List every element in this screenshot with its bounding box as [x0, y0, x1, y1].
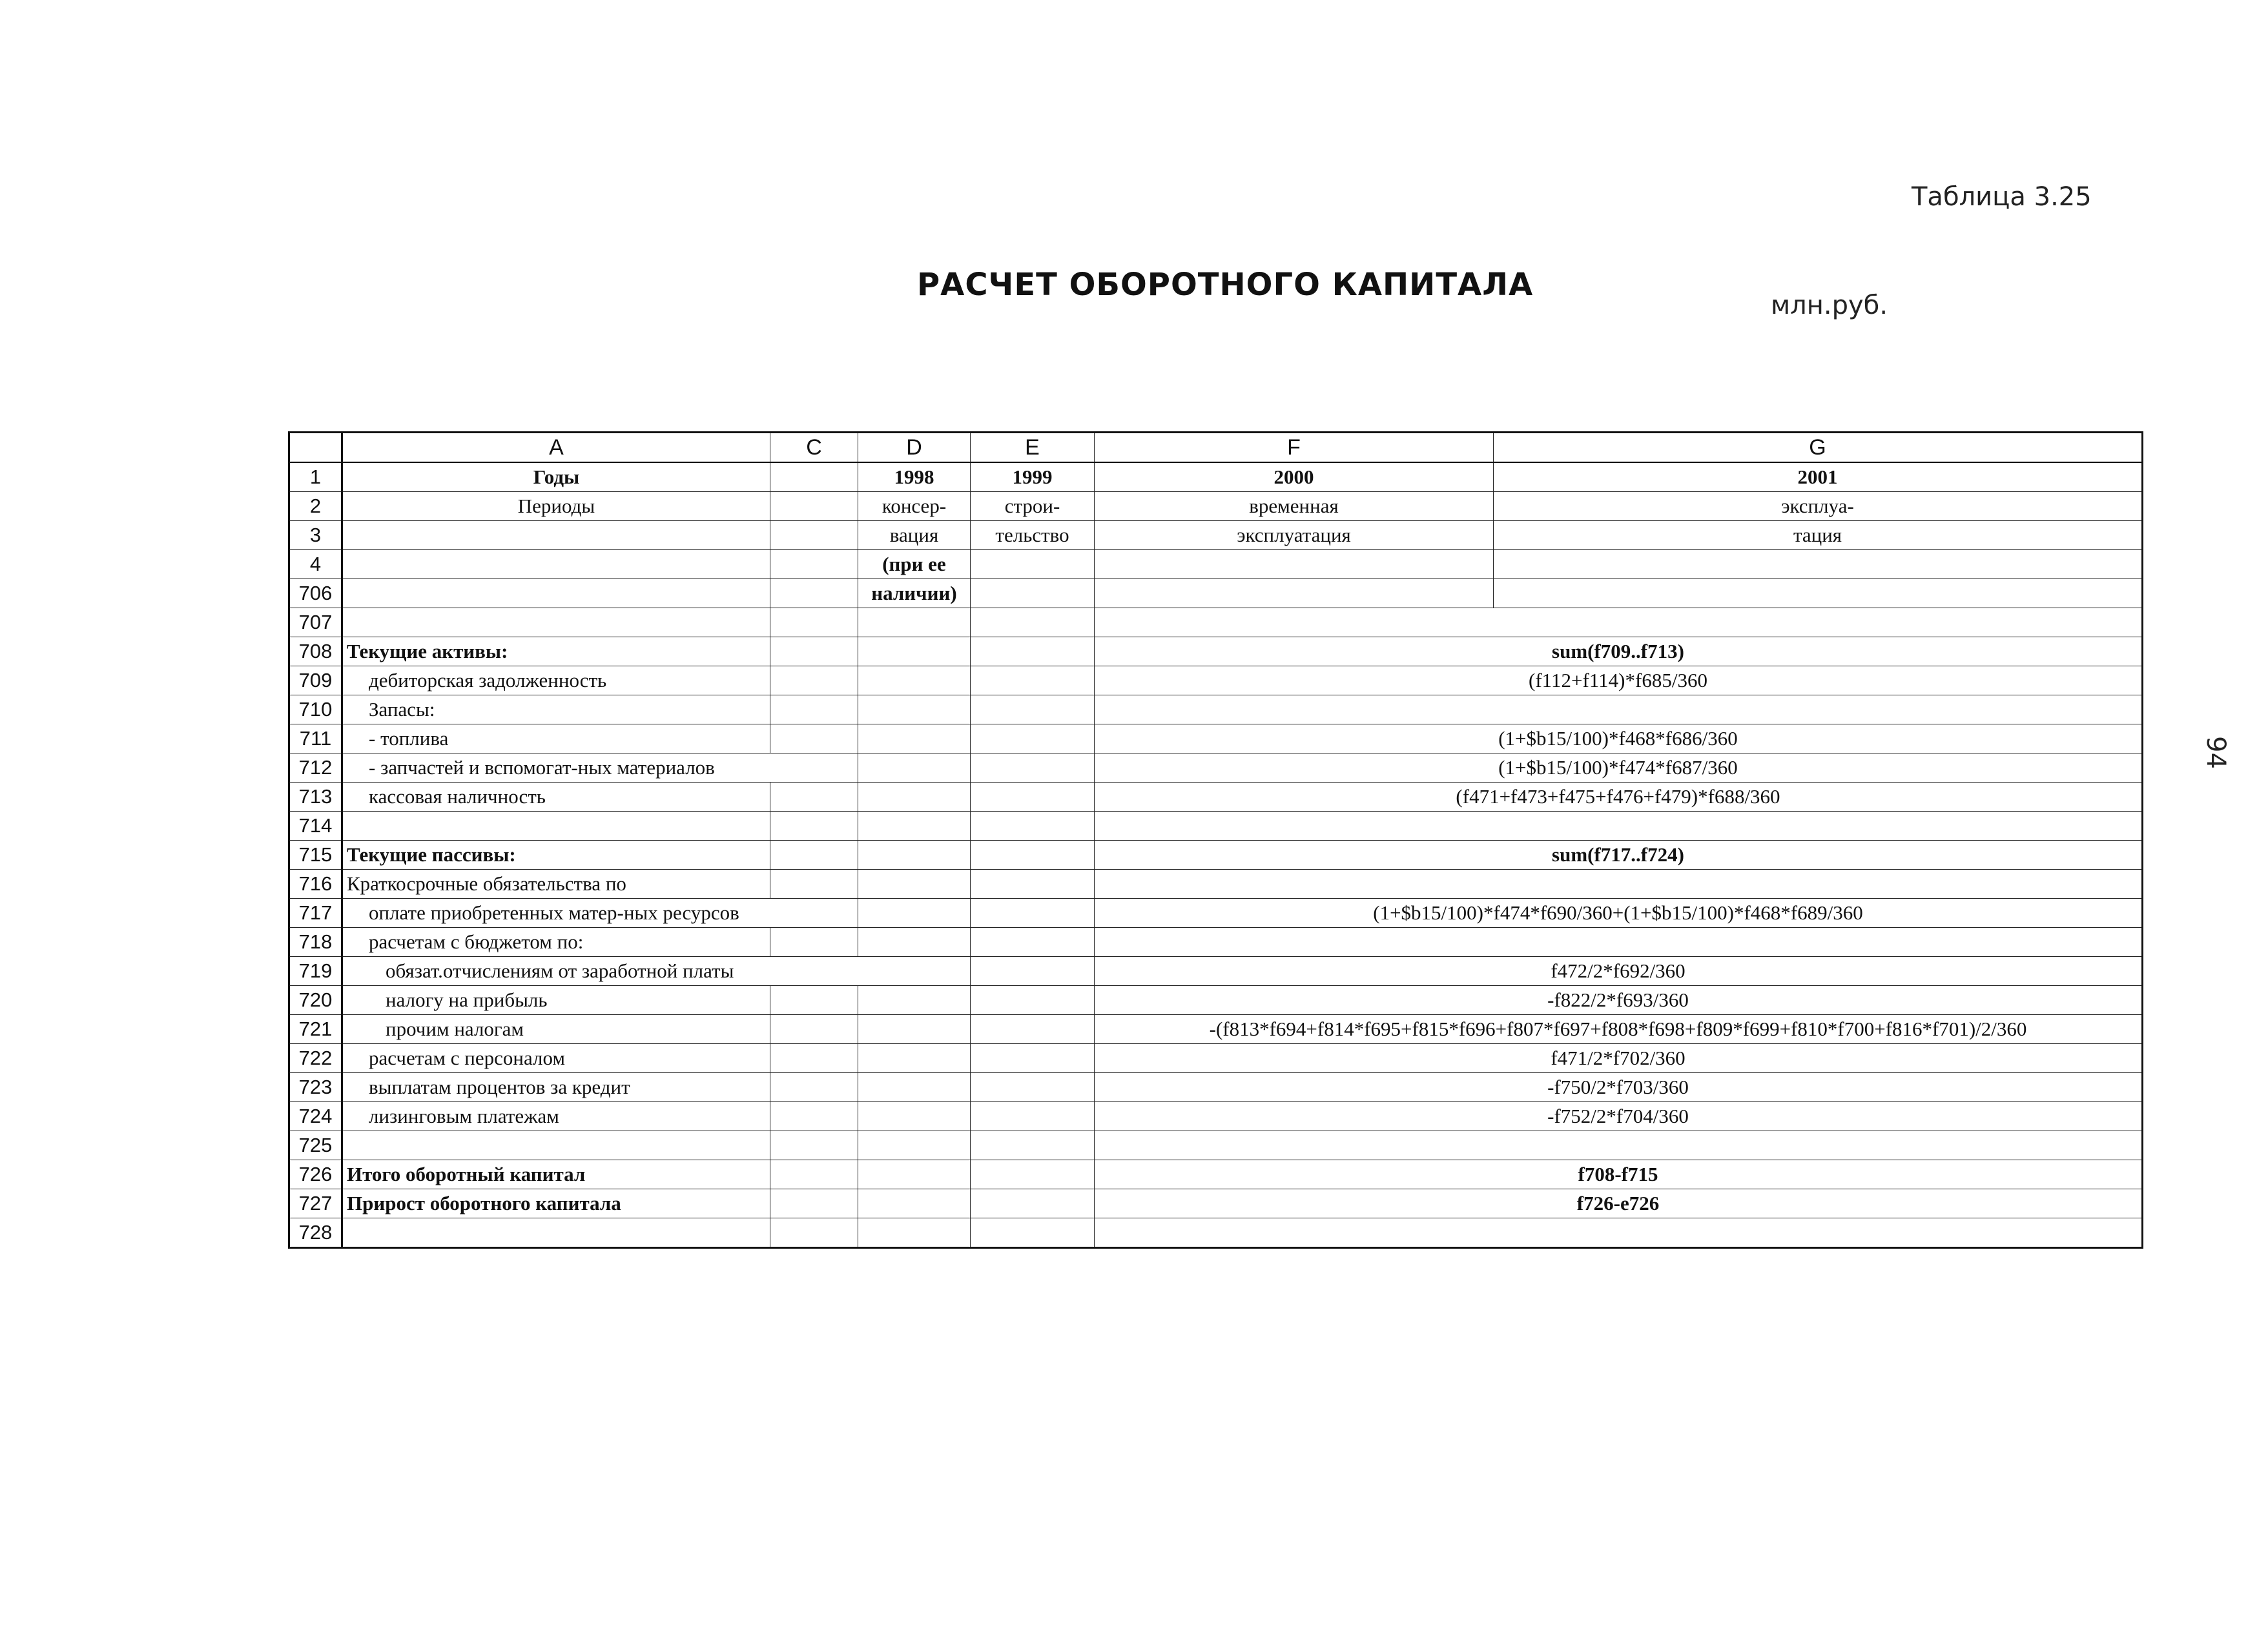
- table-row: [289, 812, 2143, 841]
- cell-e: [971, 1102, 1095, 1131]
- cell-d: [858, 1131, 971, 1160]
- cell-a: Прирост оборотного капитала: [342, 1189, 770, 1218]
- table-row: [289, 1160, 2143, 1189]
- cell-e: [971, 724, 1095, 753]
- formula-cell: (f471+f473+f475+f476+f479)*f688/360: [1095, 783, 2143, 812]
- cell-d: 1998: [858, 462, 971, 492]
- cell-c: [770, 550, 858, 579]
- cell-e: [971, 986, 1095, 1015]
- column-header-e: E: [971, 433, 1095, 463]
- cell-e: [971, 957, 1095, 986]
- cell-c: [770, 579, 858, 608]
- cell-a: кассовая наличность: [342, 783, 770, 812]
- cell-c: [770, 986, 858, 1015]
- row-number: 728: [289, 1218, 342, 1248]
- cell-a: расчетам с персоналом: [342, 1044, 770, 1073]
- formula-cell: [1095, 928, 2143, 957]
- cell-d: [858, 1102, 971, 1131]
- formula-cell: [1095, 870, 2143, 899]
- row-number: 726: [289, 1160, 342, 1189]
- row-number: 1: [289, 462, 342, 492]
- cell-e: [971, 1131, 1095, 1160]
- table-row: [289, 521, 2143, 550]
- cell-d: [858, 1160, 971, 1189]
- formula-cell: -(f813*f694+f814*f695+f815*f696+f807*f697+f808*f698+f809*f699+f810*f700+f816*f701)/2/360: [1095, 1015, 2143, 1044]
- formula-cell: [1095, 812, 2143, 841]
- cell-c: [770, 695, 858, 724]
- cell-c: [770, 1015, 858, 1044]
- row-number: 717: [289, 899, 342, 928]
- row-number: 723: [289, 1073, 342, 1102]
- cell-a: Периоды: [342, 492, 770, 521]
- cell-e: строи-: [971, 492, 1095, 521]
- cell-f: 2000: [1095, 462, 1494, 492]
- cell-d: [858, 637, 971, 666]
- column-header-a: A: [342, 433, 770, 463]
- formula-cell: f471/2*f702/360: [1095, 1044, 2143, 1073]
- row-number: 715: [289, 841, 342, 870]
- cell-e: [971, 783, 1095, 812]
- cell-a: Итого оборотный капитал: [342, 1160, 770, 1189]
- formula-cell: (1+$b15/100)*f474*f690/360+(1+$b15/100)*f468*f689/360: [1095, 899, 2143, 928]
- cell-e: [971, 608, 1095, 637]
- cell-a: налогу на прибыль: [342, 986, 770, 1015]
- cell-e: тельство: [971, 521, 1095, 550]
- cell-d: [858, 1044, 971, 1073]
- row-number: 721: [289, 1015, 342, 1044]
- formula-cell: -f822/2*f693/360: [1095, 986, 2143, 1015]
- cell-a: [342, 608, 770, 637]
- cell-c: [770, 724, 858, 753]
- table-row: [289, 637, 2143, 666]
- table-row: [289, 462, 2143, 492]
- table-row: [289, 550, 2143, 579]
- cell-d: [858, 1073, 971, 1102]
- cell-a: расчетам с бюджетом по:: [342, 928, 770, 957]
- cell-c: [770, 783, 858, 812]
- column-header-f: F: [1095, 433, 1494, 463]
- table-row: [289, 753, 2143, 783]
- table-row: [289, 899, 2143, 928]
- cell-d: [858, 841, 971, 870]
- row-number: 708: [289, 637, 342, 666]
- cell-d: [858, 666, 971, 695]
- formula-cell: (1+$b15/100)*f468*f686/360: [1095, 724, 2143, 753]
- cell-c: [770, 1102, 858, 1131]
- page-number: 94: [2201, 736, 2231, 769]
- cell-g: [1494, 550, 2143, 579]
- column-header-g: G: [1494, 433, 2143, 463]
- cell-e: [971, 1044, 1095, 1073]
- cell-c: [770, 462, 858, 492]
- cell-e: [971, 1189, 1095, 1218]
- cell-a: Текущие пассивы:: [342, 841, 770, 870]
- formula-cell: sum(f717..f724): [1095, 841, 2143, 870]
- cell-d: [858, 870, 971, 899]
- cell-a: Краткосрочные обязательства по: [342, 870, 770, 899]
- row-number: 712: [289, 753, 342, 783]
- table-row: [289, 724, 2143, 753]
- table-row: [289, 492, 2143, 521]
- cell-c: [770, 1218, 858, 1248]
- cell-a: [342, 812, 770, 841]
- table-row: [289, 1073, 2143, 1102]
- cell-e: [971, 812, 1095, 841]
- row-number: 2: [289, 492, 342, 521]
- formula-cell: [1095, 608, 2143, 637]
- cell-c: [770, 1189, 858, 1218]
- row-number: 720: [289, 986, 342, 1015]
- table-row: [289, 841, 2143, 870]
- table-row: [289, 1131, 2143, 1160]
- cell-c: [770, 1073, 858, 1102]
- table-row: [289, 608, 2143, 637]
- column-header-row: [289, 433, 2143, 463]
- table-row: [289, 1218, 2143, 1248]
- cell-a: выплатам процентов за кредит: [342, 1073, 770, 1102]
- table-row: [289, 928, 2143, 957]
- formula-cell: [1095, 695, 2143, 724]
- corner-cell: [289, 433, 342, 463]
- cell-c: [770, 1160, 858, 1189]
- table-label: Таблица 3.25: [1912, 182, 2092, 212]
- row-number: 725: [289, 1131, 342, 1160]
- row-number: 718: [289, 928, 342, 957]
- row-number: 719: [289, 957, 342, 986]
- cell-e: [971, 1160, 1095, 1189]
- row-number: 714: [289, 812, 342, 841]
- cell-d: [858, 812, 971, 841]
- formula-cell: (1+$b15/100)*f474*f687/360: [1095, 753, 2143, 783]
- formula-cell: f472/2*f692/360: [1095, 957, 2143, 986]
- cell-a: - запчастей и вспомогат-ных материалов: [342, 753, 858, 783]
- cell-e: [971, 579, 1095, 608]
- cell-e: [971, 1073, 1095, 1102]
- cell-f: [1095, 579, 1494, 608]
- cell-a: [342, 550, 770, 579]
- formula-cell: (f112+f114)*f685/360: [1095, 666, 2143, 695]
- cell-d: [858, 928, 971, 957]
- cell-d: [858, 1015, 971, 1044]
- row-number: 3: [289, 521, 342, 550]
- table-row: [289, 666, 2143, 695]
- cell-e: [971, 1218, 1095, 1248]
- cell-e: [971, 899, 1095, 928]
- cell-a: прочим налогам: [342, 1015, 770, 1044]
- cell-a: [342, 521, 770, 550]
- cell-a: оплате приобретенных матер-ных ресурсов: [342, 899, 858, 928]
- cell-d: [858, 608, 971, 637]
- column-header-c: C: [770, 433, 858, 463]
- cell-d: [858, 1189, 971, 1218]
- cell-c: [770, 521, 858, 550]
- table-row: [289, 870, 2143, 899]
- capital-table: [288, 431, 2143, 1249]
- cell-e: [971, 695, 1095, 724]
- cell-c: [770, 870, 858, 899]
- table-row: [289, 986, 2143, 1015]
- cell-d: [858, 899, 971, 928]
- table-row: [289, 1189, 2143, 1218]
- table-row: [289, 1044, 2143, 1073]
- cell-c: [770, 637, 858, 666]
- cell-e: [971, 637, 1095, 666]
- row-number: 713: [289, 783, 342, 812]
- cell-d: [858, 724, 971, 753]
- units-label: млн.руб.: [1771, 291, 1888, 320]
- formula-cell: -f750/2*f703/360: [1095, 1073, 2143, 1102]
- row-number: 709: [289, 666, 342, 695]
- formula-cell: [1095, 1218, 2143, 1248]
- cell-a: Текущие активы:: [342, 637, 770, 666]
- cell-e: [971, 550, 1095, 579]
- cell-g: эксплуа-: [1494, 492, 2143, 521]
- column-header-d: D: [858, 433, 971, 463]
- cell-c: [770, 1044, 858, 1073]
- table-row: [289, 579, 2143, 608]
- cell-d: [858, 986, 971, 1015]
- cell-d: (при ее: [858, 550, 971, 579]
- cell-e: [971, 753, 1095, 783]
- cell-d: вация: [858, 521, 971, 550]
- row-number: 4: [289, 550, 342, 579]
- formula-cell: [1095, 1131, 2143, 1160]
- row-number: 727: [289, 1189, 342, 1218]
- table-row: [289, 957, 2143, 986]
- cell-a: - топлива: [342, 724, 770, 753]
- cell-g: [1494, 579, 2143, 608]
- cell-c: [770, 608, 858, 637]
- cell-e: [971, 841, 1095, 870]
- cell-a: Годы: [342, 462, 770, 492]
- formula-cell: -f752/2*f704/360: [1095, 1102, 2143, 1131]
- cell-a: [342, 579, 770, 608]
- row-number: 710: [289, 695, 342, 724]
- table-row: [289, 1102, 2143, 1131]
- cell-d: консер-: [858, 492, 971, 521]
- table-row: [289, 695, 2143, 724]
- cell-a: обязат.отчислениям от заработной платы: [342, 957, 971, 986]
- cell-d: наличии): [858, 579, 971, 608]
- cell-a: Запасы:: [342, 695, 770, 724]
- row-number: 716: [289, 870, 342, 899]
- cell-a: дебиторская задолженность: [342, 666, 770, 695]
- formula-cell: f708-f715: [1095, 1160, 2143, 1189]
- row-number: 722: [289, 1044, 342, 1073]
- cell-e: [971, 666, 1095, 695]
- cell-a: лизинговым платежам: [342, 1102, 770, 1131]
- cell-c: [770, 1131, 858, 1160]
- cell-c: [770, 812, 858, 841]
- formula-cell: sum(f709..f713): [1095, 637, 2143, 666]
- cell-a: [342, 1218, 770, 1248]
- cell-f: эксплуатация: [1095, 521, 1494, 550]
- cell-c: [770, 841, 858, 870]
- cell-e: [971, 928, 1095, 957]
- cell-e: 1999: [971, 462, 1095, 492]
- cell-f: [1095, 550, 1494, 579]
- cell-c: [770, 492, 858, 521]
- row-number: 711: [289, 724, 342, 753]
- cell-e: [971, 1015, 1095, 1044]
- page-title: РАСЧЕТ ОБОРОТНОГО КАПИТАЛА: [917, 267, 1534, 303]
- table-row: [289, 783, 2143, 812]
- cell-d: [858, 1218, 971, 1248]
- cell-e: [971, 870, 1095, 899]
- cell-c: [770, 928, 858, 957]
- cell-d: [858, 753, 971, 783]
- cell-f: временная: [1095, 492, 1494, 521]
- row-number: 707: [289, 608, 342, 637]
- table-row: [289, 1015, 2143, 1044]
- row-number: 706: [289, 579, 342, 608]
- cell-d: [858, 695, 971, 724]
- row-number: 724: [289, 1102, 342, 1131]
- cell-g: 2001: [1494, 462, 2143, 492]
- cell-c: [770, 666, 858, 695]
- formula-cell: f726-e726: [1095, 1189, 2143, 1218]
- cell-d: [858, 783, 971, 812]
- cell-a: [342, 1131, 770, 1160]
- cell-g: тация: [1494, 521, 2143, 550]
